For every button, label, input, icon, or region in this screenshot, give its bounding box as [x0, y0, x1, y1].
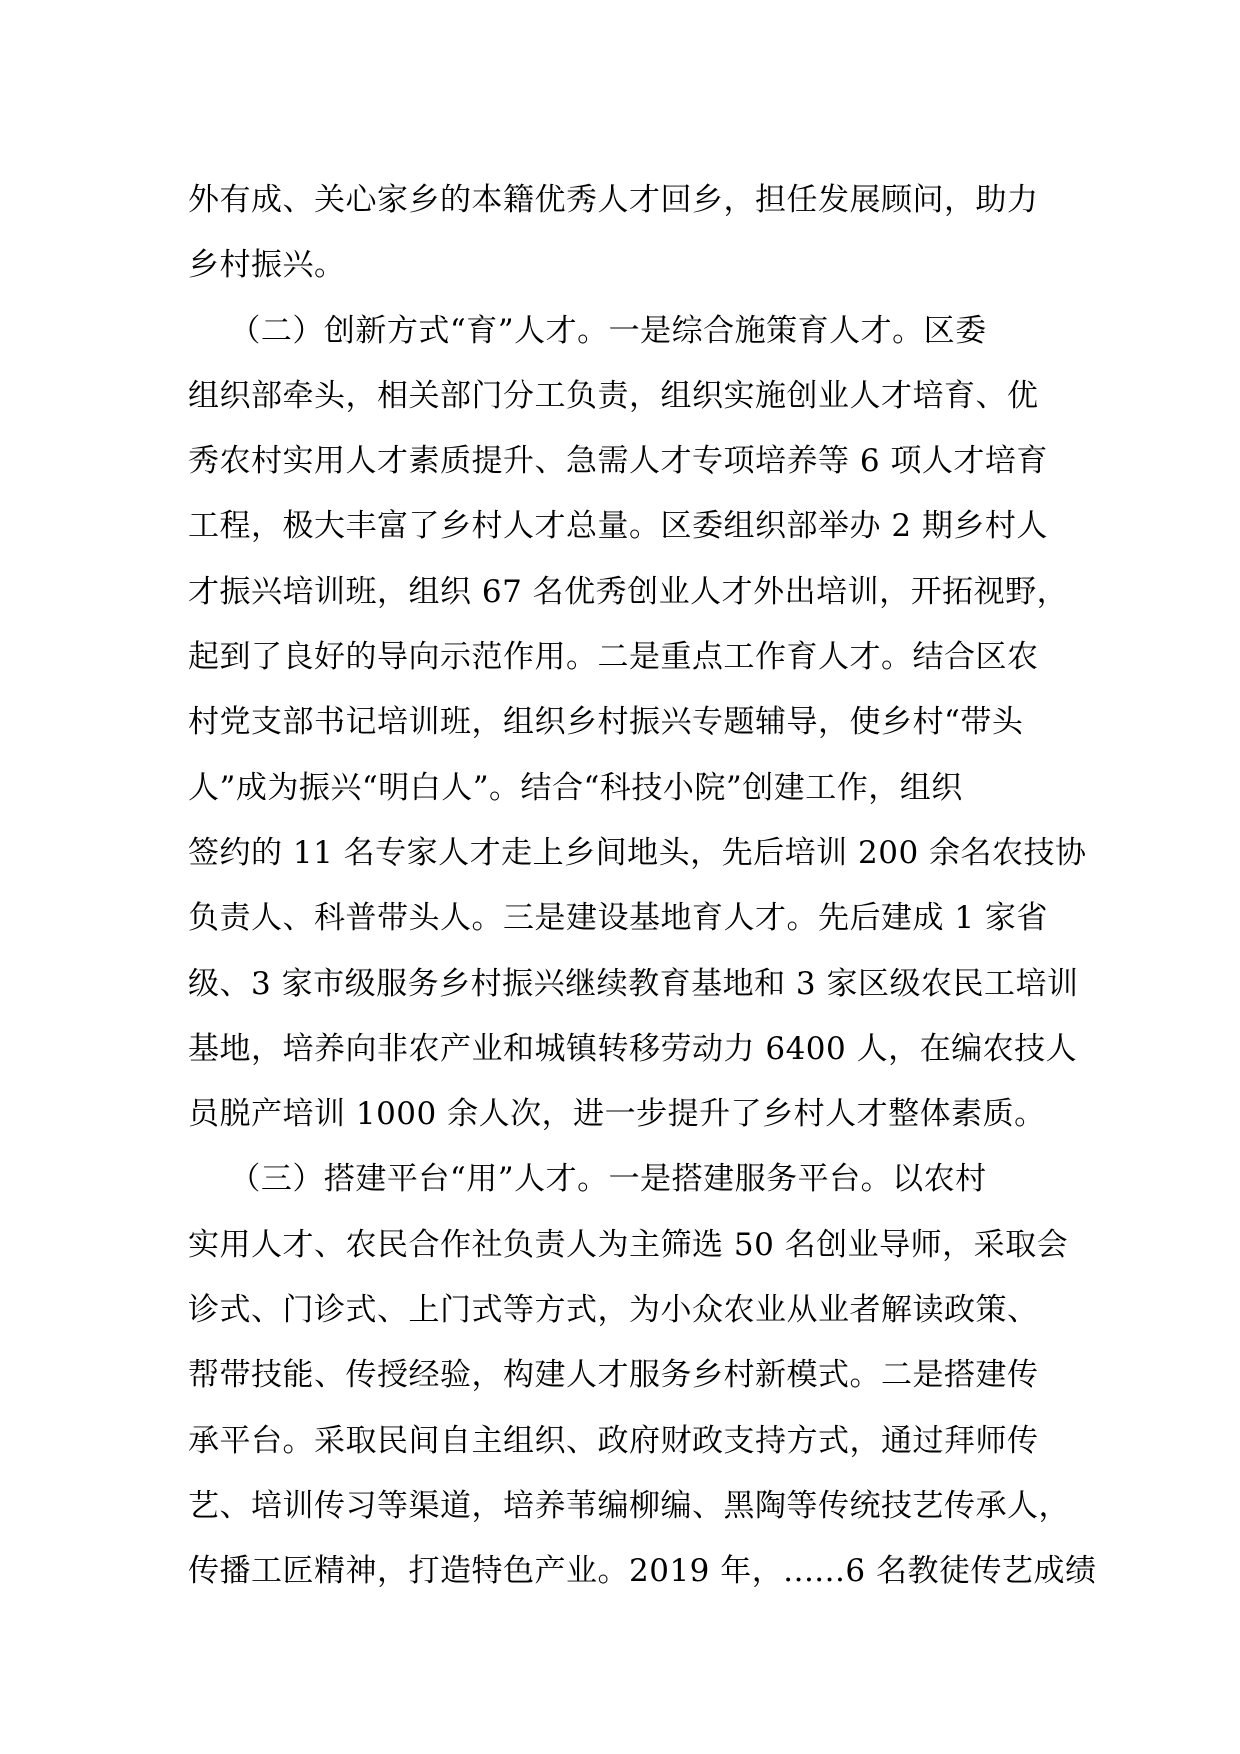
text-line: 村党支部书记培训班，组织乡村振兴专题辅导，使乡村“带头	[188, 704, 1024, 741]
text-line: 工程，极大丰富了乡村人才总量。区委组织部举办 2 期乡村人	[188, 508, 1048, 545]
text-line: 级、3 家市级服务乡村振兴继续教育基地和 3 家区级农民工培训	[188, 965, 1079, 1002]
text-line: 人”成为振兴“明白人”。结合“科技小院”创建工作，组织	[188, 769, 963, 806]
text-line: 诊式、门诊式、上门式等方式，为小众农业从业者解读政策、	[188, 1292, 1039, 1329]
text-line: 起到了良好的导向示范作用。二是重点工作育人才。结合区农	[188, 639, 1039, 676]
body-text	[188, 168, 1097, 1605]
text-line: 传播工匠精神，打造特色产业。2019 年，......6 名教徒传艺成绩	[188, 1553, 1097, 1590]
text-line: 秀农村实用人才素质提升、急需人才专项培养等 6 项人才培育	[188, 443, 1048, 480]
section-heading-line: （二）创新方式“育”人才。一是综合施策育人才。区委	[188, 312, 987, 349]
text-line: 基地，培养向非农产业和城镇转移劳动力 6400 人，在编农技人	[188, 1030, 1078, 1067]
text-line: 员脱产培训 1000 余人次，进一步提升了乡村人才整体素质。	[188, 1096, 1046, 1133]
text-line: 艺、培训传习等渠道，培养苇编柳编、黑陶等传统技艺传承人，	[188, 1487, 1070, 1524]
text-line: 签约的 11 名专家人才走上乡间地头，先后培训 200 余名农技协	[188, 834, 1087, 871]
text-line: 承平台。采取民间自主组织、政府财政支持方式，通过拜师传	[188, 1422, 1039, 1459]
text-line: 组织部牵头，相关部门分工负责，组织实施创业人才培育、优	[188, 377, 1039, 414]
text-line: 才振兴培训班，组织 67 名优秀创业人才外出培训，开拓视野，	[188, 573, 1069, 610]
text-line: 实用人才、农民合作社负责人为主筛选 50 名创业导师，采取会	[188, 1226, 1069, 1263]
section-heading-line: （三）搭建平台“用”人才。一是搭建服务平台。以农村	[188, 1161, 987, 1198]
text-line: 负责人、科普带头人。三是建设基地育人才。先后建成 1 家省	[188, 900, 1048, 937]
text-line: 帮带技能、传授经验，构建人才服务乡村新模式。二是搭建传	[188, 1357, 1039, 1394]
text-line: 乡村振兴。	[188, 247, 346, 284]
text-line: 外有成、关心家乡的本籍优秀人才回乡，担任发展顾问，助力	[188, 182, 1039, 218]
